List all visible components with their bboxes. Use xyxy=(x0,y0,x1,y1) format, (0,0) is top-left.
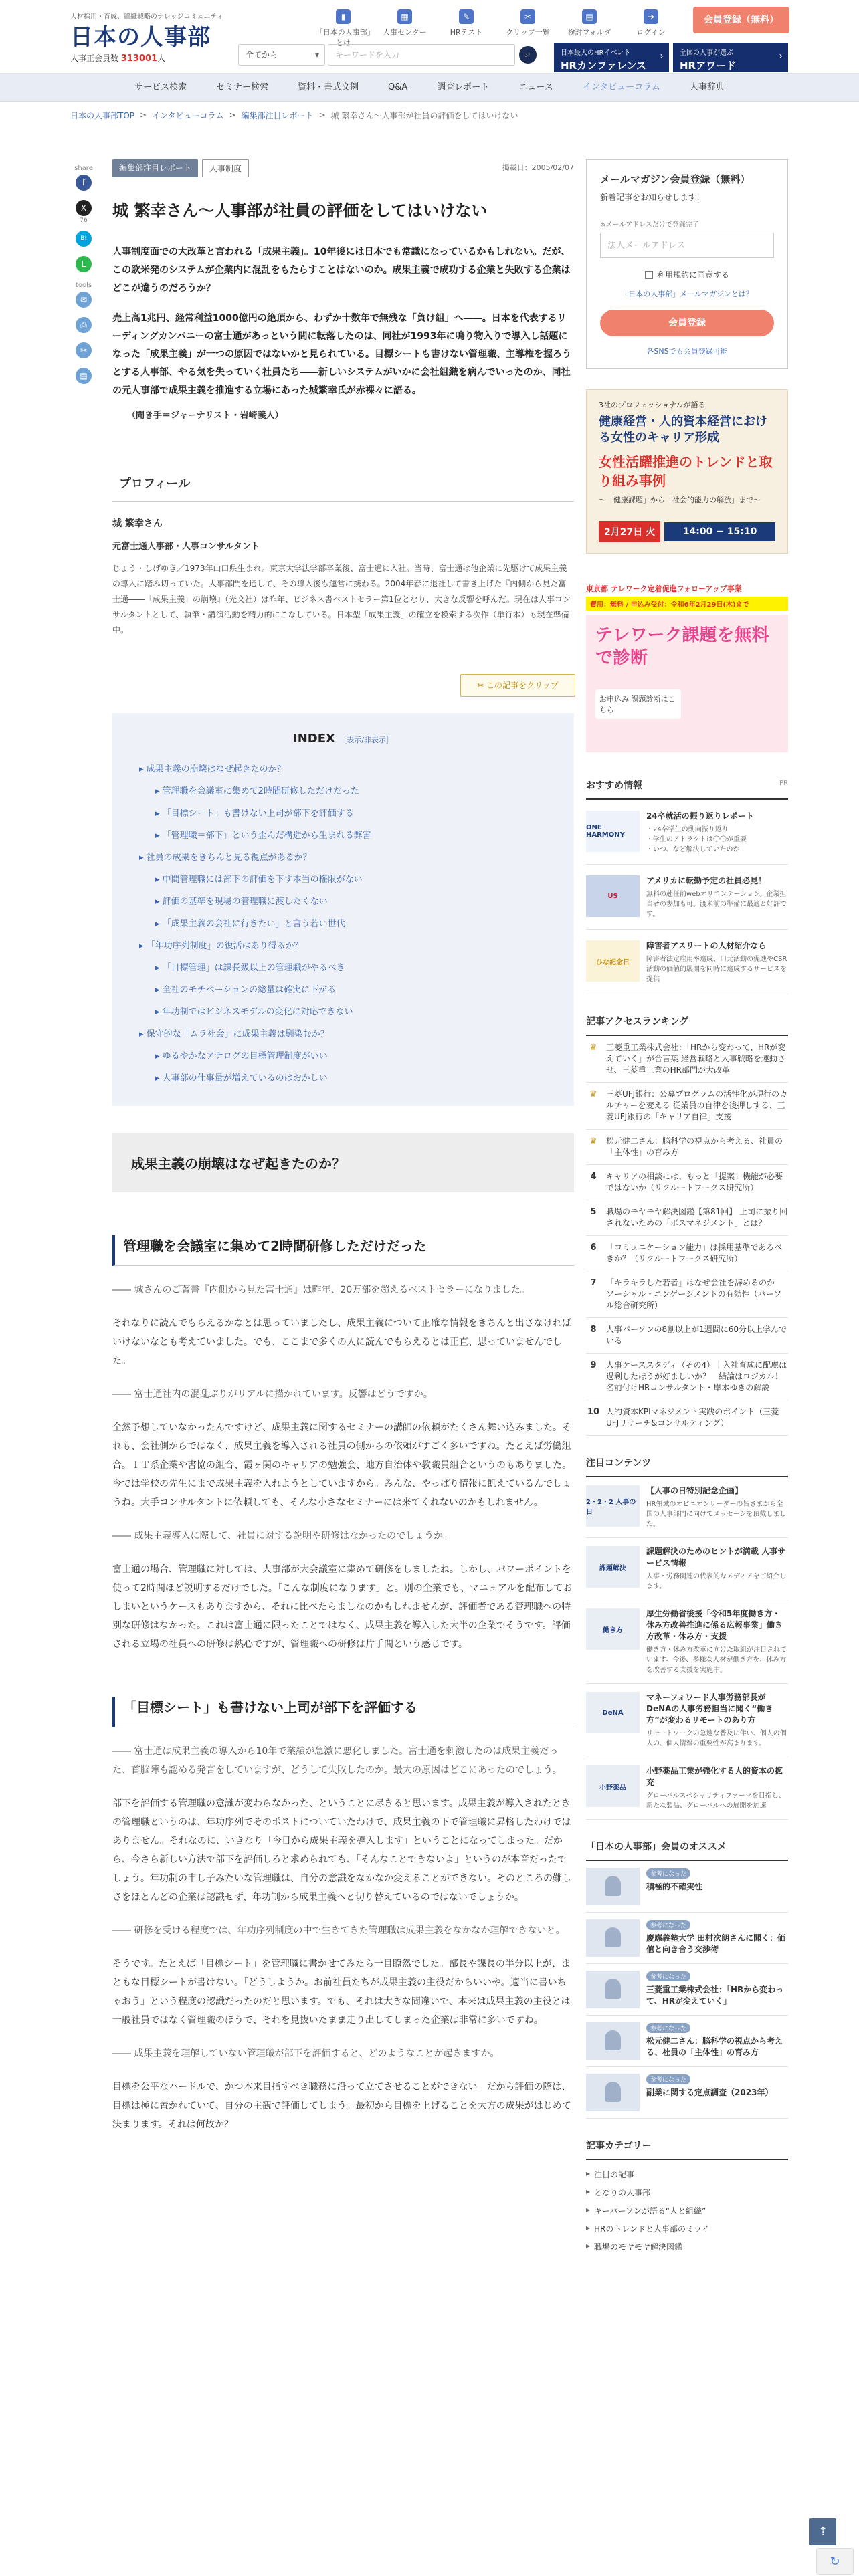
crown-icon: ♛ xyxy=(589,1136,597,1146)
top-link-hrtest[interactable]: ✎ HRテスト xyxy=(438,9,495,48)
toc-item[interactable]: ▸ ゆるやかなアナログの目標管理制度がいい xyxy=(139,1049,547,1061)
attention-thumbnail: 課題解決 xyxy=(586,1546,640,1588)
toc-item[interactable]: ▸ 管理職を会議室に集めて2時間研修しただけだった xyxy=(139,784,547,796)
ranking-title: 人的資本KPIマネジメント実践のポイント（三菱UFJリサーチ&コンサルティング） xyxy=(606,1407,779,1428)
interview-question: ―― 成果主義を理解していない管理職が部下を評価すると、どのようなことが起きますか。 xyxy=(112,2048,500,2059)
search-input[interactable]: キーワードを入力 xyxy=(328,44,515,66)
category-heading: 記事カテゴリー xyxy=(586,2139,788,2160)
osusume-item[interactable] xyxy=(586,1964,788,2016)
search-bar xyxy=(238,44,537,66)
recommend-text xyxy=(646,875,788,920)
ranking-item[interactable] xyxy=(586,1165,788,1200)
nav-seminar-search[interactable]: セミナー検索 xyxy=(215,82,268,92)
osusume-heading: 「日本の人事部」会員のオススメ xyxy=(586,1840,788,1861)
ranking-item[interactable] xyxy=(586,1318,788,1354)
attention-title: 小野薬品工業が強化する人的資本の拡充 xyxy=(646,1766,783,1787)
recommend-text xyxy=(646,811,754,855)
site-logo[interactable]: 日本の人事部 xyxy=(70,24,211,51)
osusume-item[interactable] xyxy=(586,1913,788,1964)
top-link-clips[interactable]: ✂ クリップ一覧 xyxy=(499,9,557,48)
nav-hr-dictionary[interactable]: 人事辞典 xyxy=(690,82,725,92)
osusume-title: 三菱重工業株式会社：「HRから変わって、HRが変えていく」 xyxy=(646,1985,784,2006)
attention-desc: 人事・労務関連の代表的なメディアをご紹介します。 xyxy=(646,1573,787,1590)
hatena-icon[interactable]: B! xyxy=(76,231,92,247)
toc-item[interactable]: ▸ 「成果主義の会社に行きたい」と言う若い世代 xyxy=(139,916,547,929)
subsection-heading: 管理職を会議室に集めて2時間研修しただけだった xyxy=(112,1235,574,1266)
tag-editor-report[interactable]: 編集部注目レポート xyxy=(112,159,198,177)
attention-desc: グローバルスペシャリティファーマを目指し、新たな製品、グローバルへの展開を加速 xyxy=(646,1792,785,1810)
attention-thumbnail: DeNA xyxy=(586,1692,640,1733)
toc-item[interactable]: ▸ 中間管理職には部下の評価を下す本当の権限がない xyxy=(139,872,547,885)
toc-item[interactable]: ▸ 全社のモチベーションの総量は確実に下がる xyxy=(139,982,547,995)
category-list xyxy=(586,2165,788,2256)
attention-item[interactable] xyxy=(586,1538,788,1600)
attention-text xyxy=(646,1608,788,1675)
interview-answer: それなりに読んでもらえるかなとは思っていましたし、成果主義について正確な情報をきちんと出さなければいけないなとも考えていました。でも、ここまで多くの人に読んでもらえるとは正直、思っていませんでした。 xyxy=(112,1318,571,1366)
attention-heading: 注目コンテンツ xyxy=(586,1456,788,1477)
nav-research[interactable]: 調査レポート xyxy=(437,82,490,92)
ranking-item[interactable] xyxy=(586,1200,788,1236)
member-count: 人事正会員数 313001人 xyxy=(70,53,166,64)
toc-toggle[interactable]: ［表示/非表示］ xyxy=(339,736,393,744)
interview-question: ―― 城さんのご著書『内側から見た富士通』は昨年、20万部を超えるベストセラーになりました。 xyxy=(112,1285,530,1295)
ranking-title: キャリアの相談には、もっと「提案」機能が必要ではないか（リクルートワークス研究所） xyxy=(606,1172,783,1192)
rank-number: 5 xyxy=(590,1207,597,1217)
toc-item[interactable]: ▸ 評価の基準を現場の管理職に渡したくない xyxy=(139,894,547,907)
toc-item[interactable]: ▸ 社員の成果をきちんと見る視点があるか？ xyxy=(139,850,547,863)
ranking-item[interactable] xyxy=(586,1130,788,1165)
book-icon: ▮ xyxy=(336,9,351,24)
login-icon: ➜ xyxy=(644,9,658,24)
attention-desc: リモートワークの急速な普及に伴い、個人の個人の、個人情報の重要性が高まります。 xyxy=(646,1730,787,1747)
rank-number: 8 xyxy=(590,1325,597,1335)
interview-answer: 全然予想していなかったんですけど、成果主義に関するセミナーの講師の依頼がたくさん舞い込みました。それも、会社側からではなく、成果主義を導入される社員の側からの依頼がすごく多いですね。たとえば労働組合。ＩＴ系企業や書協の組合、霞ヶ関のキャリアの勉強会、地方自治体や教職員組合というのもありました。今では学校の先生にまで成果主義を入れようとしていますから。みんな、やっぱり情報に飢えているんでしょうね。大手コンサルタントに依頼しても、そんな小さなセミナーには来てくれないのかもしれません。 xyxy=(112,1422,571,1508)
osusume-list xyxy=(586,1861,788,2119)
interview-answer: 富士通の場合、管理職に対しては、人事部が大会議室に集めて研修をしましたね。しかし、パワーポイントを使って2時間ほど説明するだけでした。「こんな制度になります」と。別の企業でも、マニュアルを配布しておしまいというケースもありますから、それに比べたらましなのかもしれませんが、評価者である管理職への特別な研修はなかった。これは富士通に限ったことではなく、成果主義を導入した大半の企業でそうです。評価される立場の社員への研修は熱心ですが、管理職への研修は片手間という感じです。 xyxy=(112,1564,573,1650)
toc-list xyxy=(139,762,547,1083)
subsection-body xyxy=(112,1281,574,1654)
chevron-right-icon: › xyxy=(779,51,783,62)
terms-checkbox[interactable]: 利用規約に同意する xyxy=(600,269,774,280)
top-link-center[interactable]: ▦ 人事センター xyxy=(376,9,434,48)
toc-item[interactable]: ▸ 「目標シート」も書けない上司が部下を評価する xyxy=(139,806,547,819)
osusume-text xyxy=(646,2074,773,2111)
category-link[interactable]: ▸ 職場のモヤモヤ解決図鑑 xyxy=(586,2238,788,2256)
attention-list xyxy=(586,1477,788,1820)
recaptcha-icon: ↻ xyxy=(816,2548,854,2575)
ranking-item[interactable] xyxy=(586,1354,791,1400)
subsection-body xyxy=(112,1742,574,2134)
rank-number: 9 xyxy=(590,1360,597,1370)
ranking-title: 「キラキラした若者」はなぜ会社を辞めるのか ソーシャル・エンゲージメントの有効性（パーソル総合研究所） xyxy=(606,1278,783,1310)
category-link[interactable]: ▸ HRのトレンドと人事部のミライ xyxy=(586,2220,788,2238)
osusume-item[interactable] xyxy=(586,1861,788,1913)
avatar xyxy=(586,1971,640,2008)
rank-number: 6 xyxy=(590,1243,597,1253)
recommend-desc: 障害者法定雇用率達成、口元活動の促進やCSR活動の価値的展開を同時に達成するサービスを提供 xyxy=(646,956,787,983)
recommend-item[interactable] xyxy=(586,940,788,994)
profile-heading: プロフィール xyxy=(112,474,574,502)
top-link-folder[interactable]: ▤ 検討フォルダ xyxy=(561,9,618,48)
toc-item[interactable]: ▸ 成果主義の崩壊はなぜ起きたのか？ xyxy=(139,762,547,774)
nav-qa[interactable]: Q&A xyxy=(388,82,408,92)
rank-number: 10 xyxy=(587,1407,600,1417)
hr-award-banner[interactable]: 全国の人事が選ぶ HRアワード › xyxy=(673,43,788,72)
rank-number: 4 xyxy=(590,1172,597,1182)
telework-ad-banner[interactable]: 東京都 テレワーク定着促進フォローアップ事業 費用：無料 / 申込み受付：令和6年2月29日(木)まで テレワーク課題を無料で診断 お申込み 課題診断はこちら xyxy=(586,583,788,758)
toc-item[interactable]: ▸ 人事部の仕事量が増えているのはおかしい xyxy=(139,1071,547,1083)
checkbox-icon xyxy=(645,271,653,279)
profile-section xyxy=(112,474,574,638)
folder-icon[interactable]: ▤ xyxy=(76,368,92,384)
interviewer-credit: （聞き手＝ジャーナリスト・岩崎義人） xyxy=(127,411,284,421)
recommend-thumbnail: ひな記念日 xyxy=(586,940,640,982)
mailmag-box: メールマガジン会員登録（無料） 新着記事をお知らせします！ ※メールアドレスだけで登録完了 法人メールアドレス 利用規約に同意する 「日本の人事部」メールマガジンとは？ 会員登録 各SNSでも会員登録可能 xyxy=(586,159,788,369)
nav-interview-column[interactable]: インタビューコラム xyxy=(582,82,661,92)
category-link[interactable]: ▸ 注目の記事 xyxy=(586,2165,788,2183)
ranking-title: 人事ケーススタディ（その4）｜入社育成に配慮は過剰したほうが好ましいか？ 結論はロジカル！ 名前付けHRコンサルタント・岸本ゆきの解説 xyxy=(606,1360,791,1392)
osusume-item[interactable] xyxy=(586,2067,788,2119)
ranking-title: 松元健二さん：脳科学の視点から考える、社員の「主体性」の育み方 xyxy=(606,1136,783,1157)
arrow-up-icon[interactable]: ⇡ xyxy=(809,2518,836,2545)
print-icon[interactable]: ⎙ xyxy=(76,317,92,333)
mailmag-register-button[interactable]: 会員登録 xyxy=(600,310,774,336)
table-of-contents xyxy=(112,713,574,1106)
ranking-item[interactable] xyxy=(586,1400,788,1436)
ranking-title: 人事パーソンの8割以上が1週間に60分以上学んでいる xyxy=(606,1325,787,1346)
breadcrumb-top[interactable]: 日本の人事部TOP xyxy=(70,110,135,120)
toc-item[interactable]: ▸ 年功制ではビジネスモデルの変化に対応できない xyxy=(139,1004,547,1017)
recommend-thumbnail: US xyxy=(586,875,640,917)
interview-question: ―― 成果主義導入に際して、社員に対する説明や研修はなかったのでしょうか。 xyxy=(112,1531,453,1541)
attention-thumbnail: 2・2・2 人事の日 xyxy=(586,1485,640,1527)
category-link[interactable]: ▸ キーパーソンが語る“人と組織” xyxy=(586,2202,788,2220)
top-link-about[interactable]: ▮ 「日本の人事部」とは xyxy=(314,9,372,48)
attention-title: 厚生労働省後援「令和5年度働き方・休み方改善推進に係る広報事業」働き方改革・休み方・支援 xyxy=(646,1609,783,1641)
osusume-text xyxy=(646,1919,788,1957)
attention-title: マネーフォワード人事労務部長がDeNAの人事労務担当に聞く“働き方”が変わるリモートのあり方 xyxy=(646,1693,773,1725)
article xyxy=(112,159,574,2134)
nav-service-search[interactable]: サービス検索 xyxy=(134,82,187,92)
profile-name: 城 繁幸さん xyxy=(112,518,163,529)
x-share-count: 76 xyxy=(80,217,88,224)
interview-question: ―― 研修を受ける程度では、年功序列制度の中で生きてきた管理職は成果主義をなかなか理解できないと。 xyxy=(112,1925,565,1936)
attention-item[interactable] xyxy=(586,1684,788,1757)
osusume-title: 慶應義塾大学 田村次朗さんに聞く：価値と向き合う交渉術 xyxy=(646,1933,786,1954)
attention-desc: 働き方・休み方改革に向けた取組が注目されています。今後、多様な人材が働き方を、休み方を改善する支援を実施中。 xyxy=(646,1646,787,1674)
breadcrumb-report[interactable]: 編集部注目レポート xyxy=(241,110,314,120)
recommend-title: アメリカに転勤予定の社員必見！ xyxy=(646,876,767,885)
ranking-title: 三菱重工業株式会社：「HRから変わって、HRが変えていく」が合言葉 経営戦略と人事戦略を連動させ、三菱重工業のHR部門が大改革 xyxy=(606,1043,786,1075)
category-link[interactable]: ▸ となりの人事部 xyxy=(586,2183,788,2202)
mail-icon[interactable]: ✉ xyxy=(76,292,92,308)
breadcrumb-interview[interactable]: インタビューコラム xyxy=(152,110,224,120)
clip-icon: ✂ xyxy=(520,9,535,24)
attention-text xyxy=(646,1485,788,1529)
recommend-title: 24卒就活の振り返りレポート xyxy=(646,811,754,821)
osusume-text xyxy=(646,2022,788,2060)
ranking-item[interactable] xyxy=(586,1036,788,1083)
attention-text xyxy=(646,1692,788,1749)
helpful-badge: 参考になった xyxy=(646,2074,690,2084)
attention-text xyxy=(646,1546,788,1592)
mailmag-title: メールマガジン会員登録（無料） xyxy=(600,173,751,185)
article-title: 城 繁幸さん〜人事部が社員の評価をしてはいけない xyxy=(112,201,488,220)
interview-question: ―― 富士通社内の混乱ぶりがリアルに描かれています。反響はどうですか。 xyxy=(112,1389,433,1400)
interview-answer: 部下を評価する管理職の意識が変わらなかった、ということに尽きると思います。成果主義が導入されたときの管理職というのは、年功序列でそのポストについていたわけで、成果主義の下で管理職に昇格したわけではありません。それなのに、いきなり「今日から成果主義を導入します」ということになってしまった。だから、今さら新しい方法で部下を評価しろと求められても、「そんなことできないよ」というのが本音だったでしょう。年功制の申し子みたいな管理職は、自分の意識をなかなか変えることができない。そのところの難しさをほとんどの企業は認識せず、年功制から成果主義へと切り替えているのではないでしょうか。 xyxy=(112,1798,571,1903)
profile-text: じょう・しげゆき／1973年山口県生まれ。東京大学法学部卒業後、富士通に入社。当時、富士通は他企業に先駆けて成果主義の導入に踏み切っていた。人事部門を通して、その導入後も運営に携わる。2004年春に退社して書き上げた『内側から見た富士通――「成果主義」の崩壊』（光文社）は昨年、ビジネス書ベストセラー第1位となり、大きな反響を呼んだ。現在は人事コンサルタントとして、執筆・講演活動を精力的にこなしている。日本型「成果主義」の確立を模索する次作（単行本）も現在準備中。 xyxy=(112,564,571,635)
ranking-item[interactable] xyxy=(586,1236,788,1271)
logo-tagline: 人材採用・育成、組織戦略のナレッジコミュニティ xyxy=(70,13,223,21)
nav-documents[interactable]: 資料・書式文例 xyxy=(298,82,359,92)
osusume-title: 積極的不確実性 xyxy=(646,1882,703,1891)
toc-title: INDEX ［表示/非表示］ xyxy=(293,732,393,746)
hr-conference-banner[interactable]: 日本最大のHRイベント HRカンファレンス › xyxy=(554,43,669,72)
toc-item[interactable]: ▸ 「目標管理」は課長級以上の管理職がやるべき xyxy=(139,960,547,973)
toc-item[interactable]: ▸ 「年功序列制度」の復活はあり得るか？ xyxy=(139,938,547,951)
attention-title: 課題解決のためのヒントが満載 人事サービス情報 xyxy=(646,1547,786,1568)
nav-news[interactable]: ニュース xyxy=(518,82,553,92)
x-icon[interactable]: X xyxy=(76,200,92,216)
helpful-badge: 参考になった xyxy=(646,1920,690,1930)
toc-item[interactable]: ▸ 保守的な「ムラ社会」に成果主義は馴染むか？ xyxy=(139,1027,547,1039)
attention-title: 【人事の日特別記念企画】 xyxy=(646,1486,743,1495)
osusume-title: 副業に関する定点調査（2023年） xyxy=(646,2088,773,2097)
avatar xyxy=(586,1868,640,1905)
recommend-title: 障害者アスリートの人材紹介なら xyxy=(646,941,767,950)
published-date: 掲載日：2005/02/07 xyxy=(502,163,574,172)
section-heading: 成果主義の崩壊はなぜ起きたのか？ xyxy=(112,1133,574,1192)
attention-desc: HR領域のオピニオンリーダーの皆さまから全国の人事部門に向けてメッセージを頂戴しました。 xyxy=(646,1501,787,1528)
recommend-text xyxy=(646,940,788,984)
top-link-login[interactable]: ➜ ログイン xyxy=(622,9,680,48)
line-icon[interactable]: L xyxy=(76,256,92,272)
interview-answer: 目標を公平なハードルで、かつ本来目指すべき職務に沿って立てさせることができない。だから評価の際は、目標は極に置かれていて、自分の主観で評価してしまう。最初から目標を上げることを大方の成果がはじめて決まります。それは何故か？ xyxy=(112,2082,571,2130)
attention-thumbnail: 働き方 xyxy=(586,1608,640,1650)
folder-icon: ▤ xyxy=(582,9,597,24)
helpful-badge: 参考になった xyxy=(646,2023,690,2033)
seminar-ad-banner[interactable]: 3社のプロフェッショナルが語る 健康経営・人的資本経営における女性のキャリア形成 女性活躍推進のトレンドと取り組み事例 〜「健康課題」から「社会的能力の解放」まで〜 2月27日 火 14:00 − 15:10 xyxy=(586,389,788,554)
sns-register-link[interactable]: 各SNSでも会員登録可能 xyxy=(646,347,728,356)
member-register-button[interactable]: 会員登録（無料） xyxy=(693,7,789,33)
osusume-text xyxy=(646,1971,788,2008)
recommend-thumbnail: ONE HARMONY xyxy=(586,811,640,852)
ranking-item[interactable] xyxy=(586,1083,788,1130)
avatar xyxy=(586,2074,640,2111)
breadcrumb: 日本の人事部TOP > インタビューコラム > 編集部注目レポート > 城 繁幸さん〜人事部が社員の評価をしてはいけない xyxy=(70,110,518,120)
avatar xyxy=(586,2022,640,2060)
recommend-heading: おすすめ情報 PR xyxy=(586,778,788,800)
recommend-desc: ・24卒学生の動向振り返り ・学生のアトラクトは〇〇が重要 ・いつ、など解決していたのか xyxy=(646,826,747,853)
mailmag-email-input[interactable]: 法人メールアドレス xyxy=(600,233,774,258)
site-header xyxy=(0,0,859,74)
tag-hr-system[interactable]: 人事制度 xyxy=(202,159,249,177)
sidebar xyxy=(586,159,791,2256)
ranking-item[interactable] xyxy=(586,1271,788,1318)
recommend-item[interactable] xyxy=(586,875,788,930)
crown-icon: ♛ xyxy=(589,1089,597,1099)
osusume-text xyxy=(646,1868,702,1905)
facebook-icon[interactable]: f xyxy=(76,175,92,191)
global-nav xyxy=(0,74,859,102)
ranking-title: 「コミュニケーション能力」は採用基準であるべきか？（リクルートワークス研究所） xyxy=(606,1243,783,1263)
building-icon: ▦ xyxy=(397,9,412,24)
recommend-desc: 無料の赴任前webオリエンテーション。企業担当者の参加も可。渡米前の準備に最適と好評です。 xyxy=(646,891,787,918)
clip-icon[interactable]: ✂ xyxy=(76,342,92,358)
helpful-badge: 参考になった xyxy=(646,1868,690,1879)
recommend-item[interactable] xyxy=(586,811,788,865)
attention-item[interactable] xyxy=(586,1600,788,1684)
crown-icon: ♛ xyxy=(589,1043,597,1053)
osusume-item[interactable] xyxy=(586,2016,788,2067)
ranking-list xyxy=(586,1036,791,1436)
ranking-title: 職場のモヤモヤ解決図鑑【第81回】 上司に振り回されないための「ボスマネジメント」とは？ xyxy=(606,1207,788,1228)
rank-number: 7 xyxy=(590,1278,597,1288)
attention-thumbnail: 小野薬品 xyxy=(586,1765,640,1807)
interview-answer: そうです。たとえば「目標シート」を管理職に書かせてみたら一目瞭然でした。部長や課長の半分以上が、まともな目標シートが書けない。「どうしようか。お前社員たちが成果主義の主役だからいいや。適当に書いちゃおう」という程度の認識だったのだと思います。でも、それは大きな間違いで、本来は成果主義の主役とは一般社員ではなく管理職のほうで、それを見抜いたまま走り出してしまった企業は非常に多いですね。 xyxy=(112,1959,571,2026)
clip-article-button[interactable]: ✂ この記事をクリップ xyxy=(460,674,575,697)
chevron-right-icon: › xyxy=(660,51,664,62)
breadcrumb-current: 城 繁幸さん〜人事部が社員の評価をしてはいけない xyxy=(330,110,518,120)
profile-role: 元富士通人事部・人事コンサルタント xyxy=(112,542,260,552)
subsection-heading: 「目標シート」も書けない上司が部下を評価する xyxy=(112,1697,574,1727)
attention-item[interactable] xyxy=(586,1477,788,1538)
attention-item[interactable] xyxy=(586,1757,788,1820)
attention-text xyxy=(646,1765,788,1811)
osusume-title: 松元健二さん：脳科学の視点から考える、社員の「主体性」の育み方 xyxy=(646,2036,783,2057)
search-icon[interactable]: ⌕ xyxy=(519,46,537,64)
helpful-badge: 参考になった xyxy=(646,1971,690,1981)
search-scope-select[interactable]: 全てから ▾ xyxy=(238,44,325,66)
mailmag-about-link[interactable]: 「日本の人事部」メールマガジンとは？ xyxy=(621,290,753,298)
article-lead: 人事制度面での大改革と言われる「成果主義」。10年後には日本でも常識になっているかもしれない。だが、この欧米発のシステムが企業内に混乱をもたらすことはないのか。成果主義で成功する企業と失敗する企業はどこが違うのだろうか？ 売上高1兆円、経常利益1000億円の絶頂から、わずか十数年で無残な「負け組」へ――。日本を代表するリーディングカンパニーの富士通があっという間に転落したのは、同社が1993年に鳴り物入りで導入し話題になった「成果主義」が一つの原因ではないかと見られている。目標シートも書けない管理職、主導権を握ろうとする人事部、やる気を失っていく社員たち――新しいシステムがいかに会社組織を病んでいったのか、同社の元人事部で成果主義を推進する立場にあった城繁幸氏が赤裸々に語る。 xyxy=(112,247,571,396)
share-column: share f X 76 B! L tools ✉ ⎙ ✂ ▤ xyxy=(74,165,94,393)
recommend-list xyxy=(586,811,788,994)
toc-item[interactable]: ▸ 「管理職＝部下」という歪んだ構造から生まれる弊害 xyxy=(139,828,547,841)
interview-question: ―― 富士通は成果主義の導入から10年で業績が急激に悪化しました。富士通を刺激したのは成果主義だった、首脳陣も認める発言をしていますが、どうして失敗したのか。最大の原因はどこにあったのでしょう。 xyxy=(112,1746,562,1776)
ranking-heading: 記事アクセスランキング xyxy=(586,1014,788,1036)
avatar xyxy=(586,1919,640,1957)
ranking-title: 三菱UFJ銀行：公募プログラムの活性化が現行のカルチャーを変える 従業員の自律を後押しする、三菱UFJ銀行の「キャリア自律」支援 xyxy=(606,1089,788,1121)
pencil-icon: ✎ xyxy=(459,9,474,24)
